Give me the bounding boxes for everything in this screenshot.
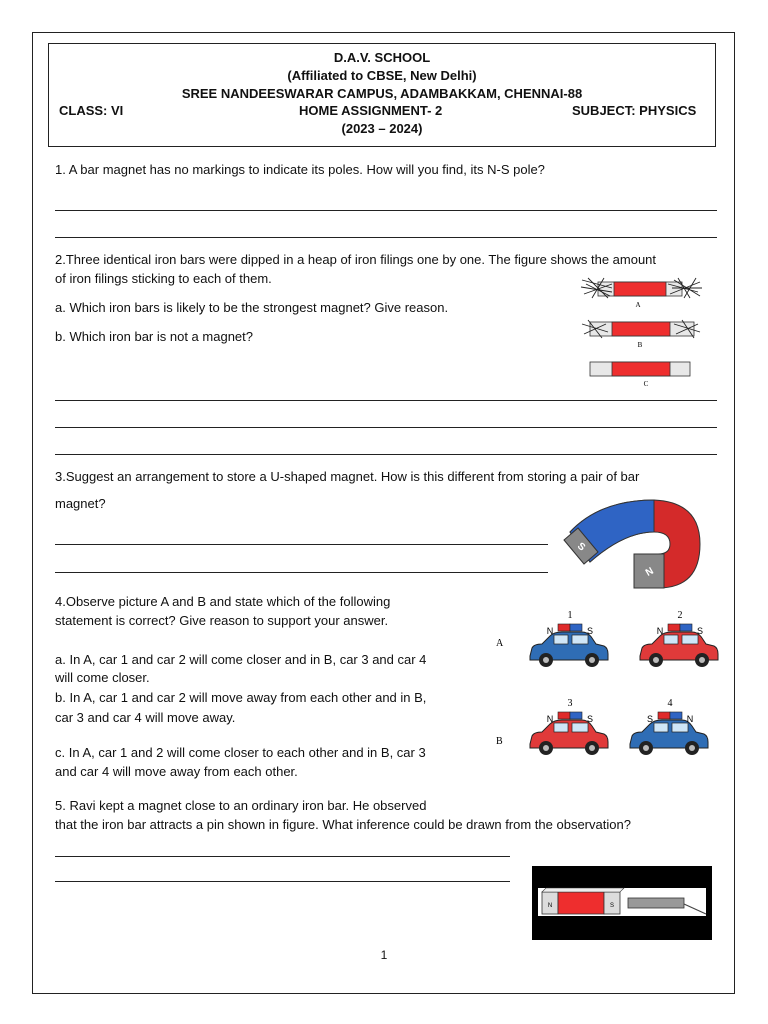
answer-line: [55, 544, 548, 545]
row-label-a: A: [496, 638, 504, 649]
question-2-line-1: 2.Three identical iron bars were dipped in a heap of iron filings one by one. The figure shows the amount: [55, 252, 657, 267]
iron-bar-c: [590, 362, 690, 388]
question-3-line-2: magnet?: [55, 496, 106, 511]
car-number: 2: [677, 610, 683, 621]
question-2b: b. Which iron bar is not a magnet?: [55, 329, 253, 344]
magnet-pole-n: N: [643, 565, 656, 579]
magnet-pole-s: S: [574, 540, 588, 554]
answer-line: [55, 237, 717, 238]
answer-line: [55, 856, 510, 857]
option-b-line-1: b. In A, car 1 and car 2 will move away from each other and in B,: [55, 690, 427, 705]
subject-label: SUBJECT: PHYSICS: [572, 103, 697, 118]
car-pole-right: S: [696, 626, 704, 636]
option-b-line-2: car 3 and car 4 will move away.: [55, 710, 236, 725]
class-label: CLASS: VI: [59, 103, 124, 118]
bar-label-c: C: [643, 380, 649, 388]
option-c-line-2: and car 4 will move away from each other.: [55, 764, 298, 779]
row-label-b: B: [496, 736, 503, 747]
question-5-line-1: 5. Ravi kept a magnet close to an ordinary iron bar. He observed: [55, 798, 427, 813]
question-5-line-2: that the iron bar attracts a pin shown in figure. What inference could be drawn from the observation?: [55, 817, 631, 832]
car-number: 1: [567, 610, 573, 621]
iron-bar-a: [581, 278, 702, 309]
option-a-line-2: will come closer.: [55, 670, 150, 685]
campus: SREE NANDEESWARAR CAMPUS, ADAMBAKKAM, CHENNAI-88: [181, 86, 583, 101]
affiliation: (Affiliated to CBSE, New Delhi): [287, 68, 477, 83]
answer-line: [55, 454, 717, 455]
academic-year: (2023 – 2024): [341, 121, 423, 136]
car-number: 4: [667, 698, 673, 709]
question-4-line-1: 4.Observe picture A and B and state which of the following: [55, 594, 391, 609]
cars-magnets-figure: [488, 608, 720, 776]
answer-line: [55, 881, 510, 882]
answer-line: [55, 400, 717, 401]
car-pole-left: N: [546, 626, 554, 636]
bar-label-b: B: [637, 341, 643, 349]
page-number: 1: [380, 948, 388, 962]
question-1: 1. A bar magnet has no markings to indicate its poles. How will you find, its N-S pole?: [55, 162, 545, 177]
question-2-line-2: of iron filings sticking to each of them.: [55, 271, 272, 286]
car-4: [630, 698, 708, 755]
option-a-line-1: a. In A, car 1 and car 2 will come closer and in B, car 3 and car 4: [55, 652, 427, 667]
car-number: 3: [567, 698, 573, 709]
car-pole-right: N: [686, 714, 694, 724]
car-1: [530, 610, 608, 667]
car-pole-right: S: [586, 714, 594, 724]
document-header: [48, 43, 716, 147]
car-pole-left: N: [546, 714, 554, 724]
question-2a: a. Which iron bars is likely to be the strongest magnet? Give reason.: [55, 300, 449, 315]
magnet-iron-bar-pin-figure: [532, 866, 712, 940]
answer-line: [55, 572, 548, 573]
car-2: [640, 610, 718, 667]
car-3: [530, 698, 608, 755]
iron-bars-figure: [578, 276, 710, 388]
answer-line: [55, 210, 717, 211]
question-3-line-1: 3.Suggest an arrangement to store a U-shaped magnet. How is this different from storing a pair of bar: [55, 469, 640, 484]
car-pole-right: S: [586, 626, 594, 636]
school-name: D.A.V. SCHOOL: [333, 50, 431, 65]
question-4-line-2: statement is correct? Give reason to support your answer.: [55, 613, 389, 628]
iron-bar-b: [582, 320, 700, 349]
u-shaped-magnet-figure: [560, 492, 710, 594]
magnet-pole-s: S: [609, 903, 615, 909]
car-pole-left: S: [646, 714, 654, 724]
assignment-label: HOME ASSIGNMENT- 2: [299, 103, 443, 118]
answer-line: [55, 427, 717, 428]
magnet-pole-n: N: [547, 903, 553, 909]
car-pole-left: N: [656, 626, 664, 636]
option-c-line-1: c. In A, car 1 and 2 will come closer to each other and in B, car 3: [55, 745, 426, 760]
bar-label-a: A: [635, 301, 641, 309]
